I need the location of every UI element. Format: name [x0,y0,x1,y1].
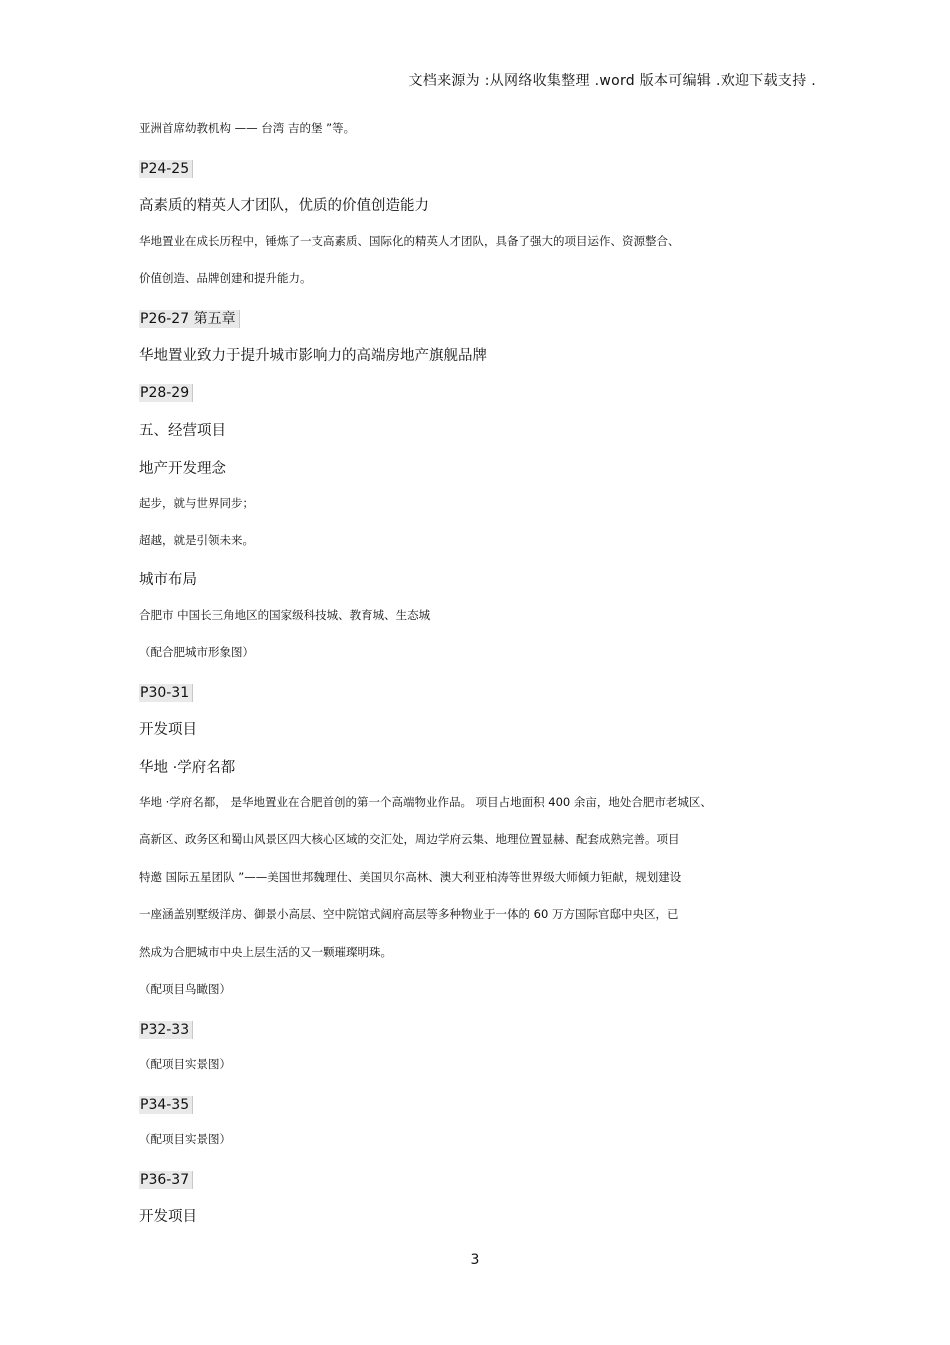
image-note: （配项目鸟瞰图） [139,982,231,996]
section-heading: 地产开发理念 [139,461,226,477]
section-heading: 开发项目 [139,1209,197,1225]
page-range-tag: P34-35 [139,1096,193,1114]
image-note: （配合肥城市形象图） [139,645,254,659]
page-range-tag: P36-37 [139,1171,193,1189]
page-number: 3 [470,1252,480,1268]
page-range-tag: P26-27 第五章 [139,310,240,328]
document-source-header: 文档来源为 :从网络收集整理 .word 版本可编辑 .欢迎下载支持 . [408,73,816,89]
body-text: 高新区、政务区和蜀山风景区四大核心区域的交汇处，周边学府云集、地理位置显赫、配套成熟完善。项目 [139,832,680,846]
section-heading: 开发项目 [139,722,197,738]
page-range-tag: P28-29 [139,384,193,402]
body-text: 起步，就与世界同步； [139,496,254,510]
section-heading: 华地置业致力于提升城市影响力的高端房地产旗舰品牌 [139,348,487,364]
body-text: 一座涵盖别墅级洋房、御景小高层、空中院馆式阔府高层等多种物业于一体的 60 万方国际官邸中央区，已 [139,907,679,921]
page-range-tag: P32-33 [139,1021,193,1039]
page-range-tag: P30-31 [139,684,193,702]
body-text: 特邀 国际五星团队 ”——美国世邦魏理仕、美国贝尔高林、澳大利亚柏涛等世界级大师倾力钜献，规划建设 [139,870,682,884]
page-range-tag: P24-25 [139,160,193,178]
body-text: 超越，就是引领未来。 [139,533,254,547]
body-text: 华地 ·学府名都， 是华地置业在合肥首创的第一个高端物业作品。 项目占地面积 400 余亩，地处合肥市老城区、 [139,795,712,809]
body-text: 合肥市 中国长三角地区的国家级科技城、教育城、生态城 [139,608,431,622]
body-text: 亚洲首席幼教机构 —— 台湾 吉的堡 ”等。 [139,121,356,135]
section-heading: 五、经营项目 [139,423,226,439]
body-text: 然成为合肥城市中央上层生活的又一颗璀璨明珠。 [139,945,392,959]
section-heading: 华地 ·学府名都 [139,760,236,776]
image-note: （配项目实景图） [139,1057,231,1071]
section-heading: 城市布局 [139,572,197,588]
image-note: （配项目实景图） [139,1132,231,1146]
section-heading: 高素质的精英人才团队，优质的价值创造能力 [139,198,429,214]
body-text: 价值创造、品牌创建和提升能力。 [139,271,312,285]
body-text: 华地置业在成长历程中，锤炼了一支高素质、国际化的精英人才团队，具备了强大的项目运作、资源整合、 [139,234,680,248]
